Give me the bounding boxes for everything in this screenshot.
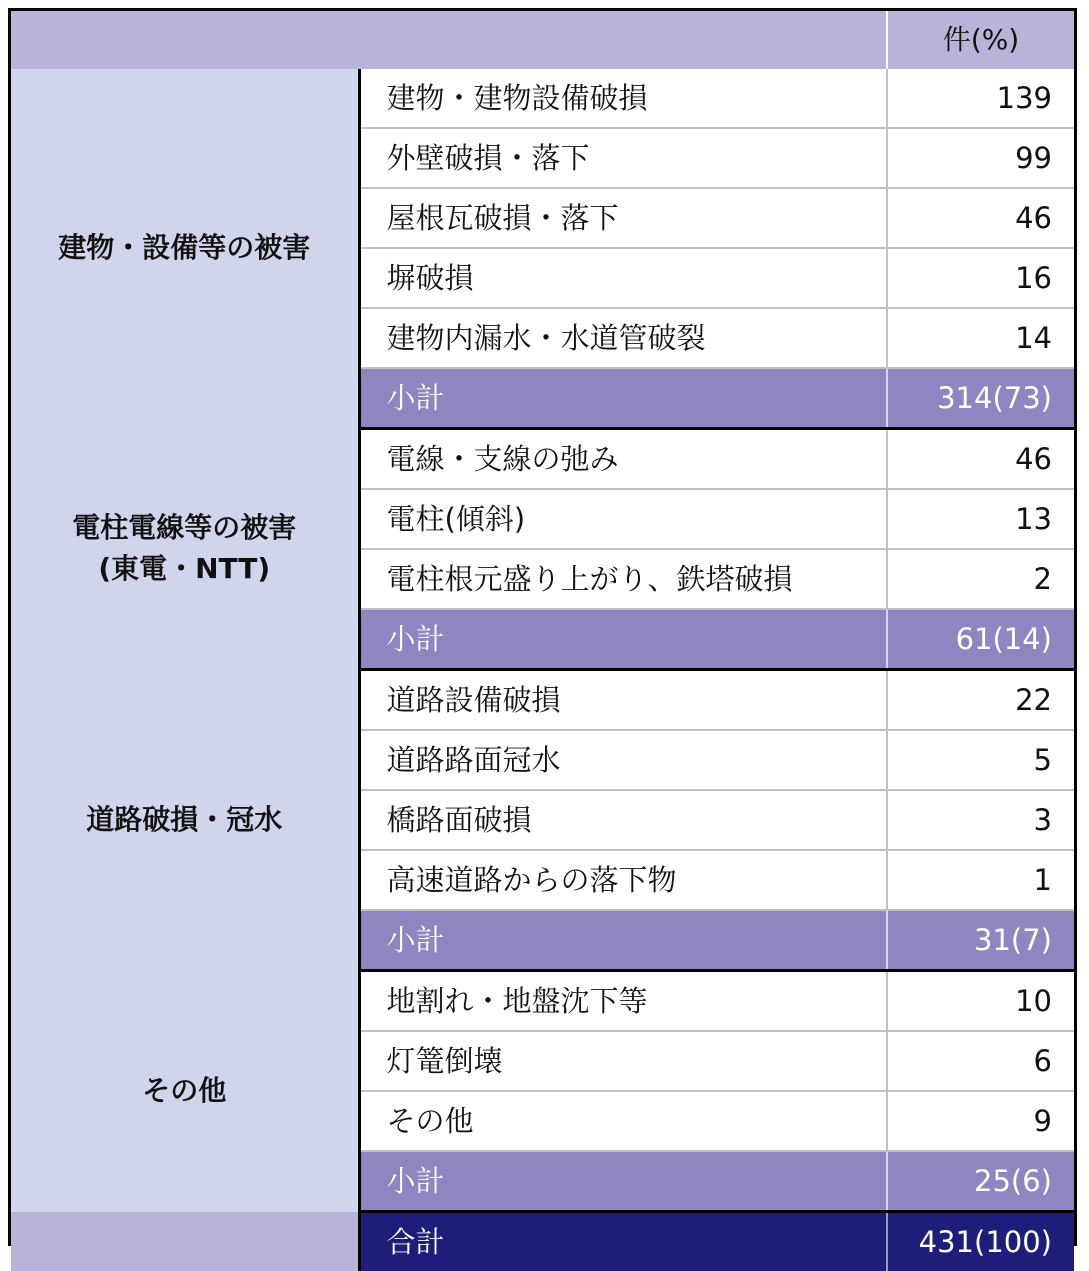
item-value: 2 [887,549,1074,609]
category-cell [11,670,359,971]
item-value: 22 [887,670,1074,731]
total-row [11,1212,1074,1271]
item-value: 3 [887,790,1074,850]
item-value: 13 [887,489,1074,549]
subtotal-label: 小計 [359,1151,887,1212]
damage-table [11,11,1074,1271]
subtotal-value: 31(7) [887,910,1074,971]
damage-table-frame [8,8,1077,1246]
item-label: 電線・支線の弛み [359,429,887,490]
item-label: 道路設備破損 [359,670,887,731]
item-value: 46 [887,429,1074,490]
item-value: 46 [887,188,1074,248]
subtotal-value: 25(6) [887,1151,1074,1212]
subtotal-value: 314(73) [887,368,1074,429]
item-label: 電柱(傾斜) [359,489,887,549]
category-cell [11,971,359,1212]
category-label: (東電・NTT) [98,552,270,585]
item-value: 9 [887,1091,1074,1151]
table-row [11,429,1074,490]
table-row [11,670,1074,731]
category-label: 道路破損・冠水 [86,803,282,836]
total-label: 合計 [359,1212,887,1271]
category-label: その他 [142,1074,226,1107]
item-label: 電柱根元盛り上がり、鉄塔破損 [359,549,887,609]
item-value: 1 [887,850,1074,910]
item-value: 5 [887,730,1074,790]
item-label: 地割れ・地盤沈下等 [359,971,887,1032]
item-value: 14 [887,308,1074,368]
header-row [11,11,1074,69]
item-label: 建物内漏水・水道管破裂 [359,308,887,368]
item-label: その他 [359,1091,887,1151]
category-label: 電柱電線等の被害 [72,511,296,544]
subtotal-label: 小計 [359,368,887,429]
item-label: 灯篭倒壊 [359,1031,887,1091]
item-value: 99 [887,128,1074,188]
subtotal-value: 61(14) [887,609,1074,670]
header-blank-cell [11,11,887,69]
category-cell [11,69,359,429]
total-blank-cell [11,1212,359,1271]
unit-header: 件(%) [887,11,1074,69]
item-value: 6 [887,1031,1074,1091]
table-row [11,971,1074,1032]
item-label: 道路路面冠水 [359,730,887,790]
item-label: 高速道路からの落下物 [359,850,887,910]
item-label: 塀破損 [359,248,887,308]
table-row [11,69,1074,128]
item-label: 外壁破損・落下 [359,128,887,188]
subtotal-label: 小計 [359,609,887,670]
total-value: 431(100) [887,1212,1074,1271]
item-value: 10 [887,971,1074,1032]
item-label: 建物・建物設備破損 [359,69,887,128]
category-cell [11,429,359,670]
item-label: 屋根瓦破損・落下 [359,188,887,248]
item-value: 16 [887,248,1074,308]
item-label: 橋路面破損 [359,790,887,850]
subtotal-label: 小計 [359,910,887,971]
item-value: 139 [887,69,1074,128]
category-label: 建物・設備等の被害 [58,231,310,264]
